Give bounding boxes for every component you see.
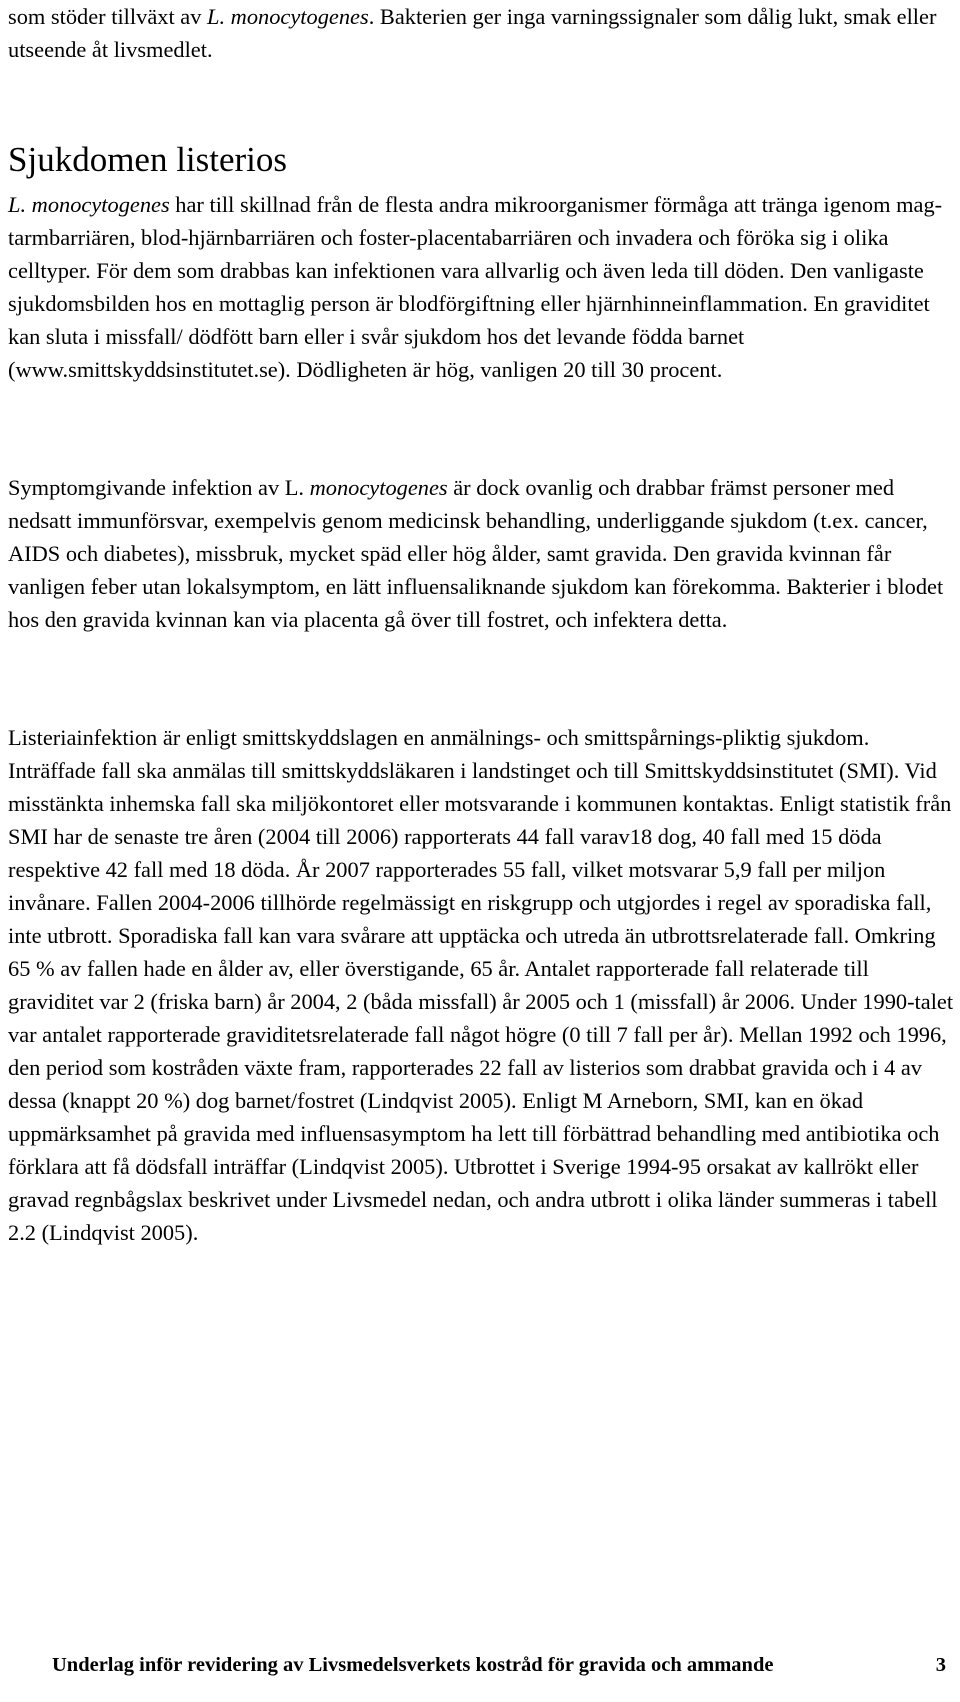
intro-paragraph [8, 0, 954, 66]
footer-title: Underlag inför revidering av Livsmedelsverkets kostråd för gravida och ammande [52, 1654, 774, 1676]
paragraph-text: är dock ovanlig och drabbar främst personer med nedsatt immunförsvar, exempelvis genom medicinsk behandling, underliggande sjukdom (t.ex. cancer, AIDS och diabetes), missbruk, mycket späd eller hög ålder, samt gravida. Den gravida kvinnan får vanligen feber utan lokalsymptom, en lätt influensaliknande sjukdom kan förekomma. Bakterier i blodet hos den gravida kvinnan kan via placenta gå över till fostret, och infektera detta. [8, 475, 944, 632]
species-name: monocytogenes [309, 475, 448, 500]
intro-text: som stöder tillväxt av [8, 4, 208, 29]
species-name: L. monocytogenes [207, 4, 369, 29]
paragraph-statistics [8, 721, 954, 1249]
paragraph-text: har till skillnad från de flesta andra mikroorganismer förmåga att tränga igenom mag-tarmbarriären, blod-hjärnbarriären och foster-placentabarriären och invadera och föröka sig i olika celltyper. För dem som drabbas kan infektionen vara allvarlig och även leda till döden. Den vanligaste sjukdomsbilden hos en mottaglig person är blodförgiftning eller hjärnhinneinflammation. En graviditet kan sluta i missfall/ dödfött barn eller i svår sjukdom hos det levande födda barnet (www.smittskyddsinstitutet.se). Dödligheten är hög, vanligen 20 till 30 procent. [8, 192, 943, 382]
paragraph-disease [8, 188, 954, 386]
page-number: 3 [935, 1654, 946, 1676]
species-name: L. monocytogenes [8, 192, 170, 217]
intro-text: . Bakterien ger inga varningssignaler som dålig lukt, smak eller utseende åt livsmedlet. [8, 4, 937, 62]
paragraph-text: Symptomgivande infektion av L. [8, 475, 310, 500]
section-heading: Sjukdomen listerios [8, 140, 288, 179]
paragraph-symptoms [8, 471, 954, 636]
page-footer [52, 1652, 954, 1678]
paragraph-text: Listeriainfektion är enligt smittskyddslagen en anmälnings- och smittspårnings-pliktig sjukdom. Inträffade fall ska anmälas till smittskyddsläkaren i landstinget och till Smittskyddsinstitutet (SMI). Vid misstänkta inhemska fall ska miljökontoret eller motsvarande i kommunen kontaktas. Enligt statistik från SMI har de senaste tre åren (2004 till 2006) rapporterats 44 fall varav18 dog, 40 fall med 15 döda respektive 42 fall med 18 döda. År 2007 rapporterades 55 fall, vilket motsvarar 5,9 fall per miljon invånare. Fallen 2004-2006 tillhörde regelmässigt en riskgrupp och utgjordes i regel av sporadiska fall, inte utbrott. Sporadiska fall kan vara svårare att upptäcka och utreda än utbrottsrelaterade fall. Omkring 65 % av fallen hade en ålder av, eller överstigande, 65 år. Antalet rapporterade fall relaterade till graviditet var 2 (friska barn) år 2004, 2 (båda missfall) år 2005 och 1 (missfall) år 2006. Under 1990-talet var antalet rapporterade graviditetsrelaterade fall något högre (0 till 7 fall per år). Mellan 1992 och 1996, den period som kostråden växte fram, rapporterades 22 fall av listerios som drabbat gravida och i 4 av dessa (knappt 20 %) dog barnet/fostret (Lindqvist 2005). Enligt M Arneborn, SMI, kan en ökad uppmärksamhet på gravida med influensasymptom ha lett till förbättrad behandling med antibiotika och förklara att få dödsfall inträffar (Lindqvist 2005). Utbrottet i Sverige 1994-95 orsakat av kallrökt eller gravad regnbågslax beskrivet under Livsmedel nedan, och andra utbrott i olika länder summeras i tabell 2.2 (Lindqvist 2005). [8, 725, 954, 1245]
